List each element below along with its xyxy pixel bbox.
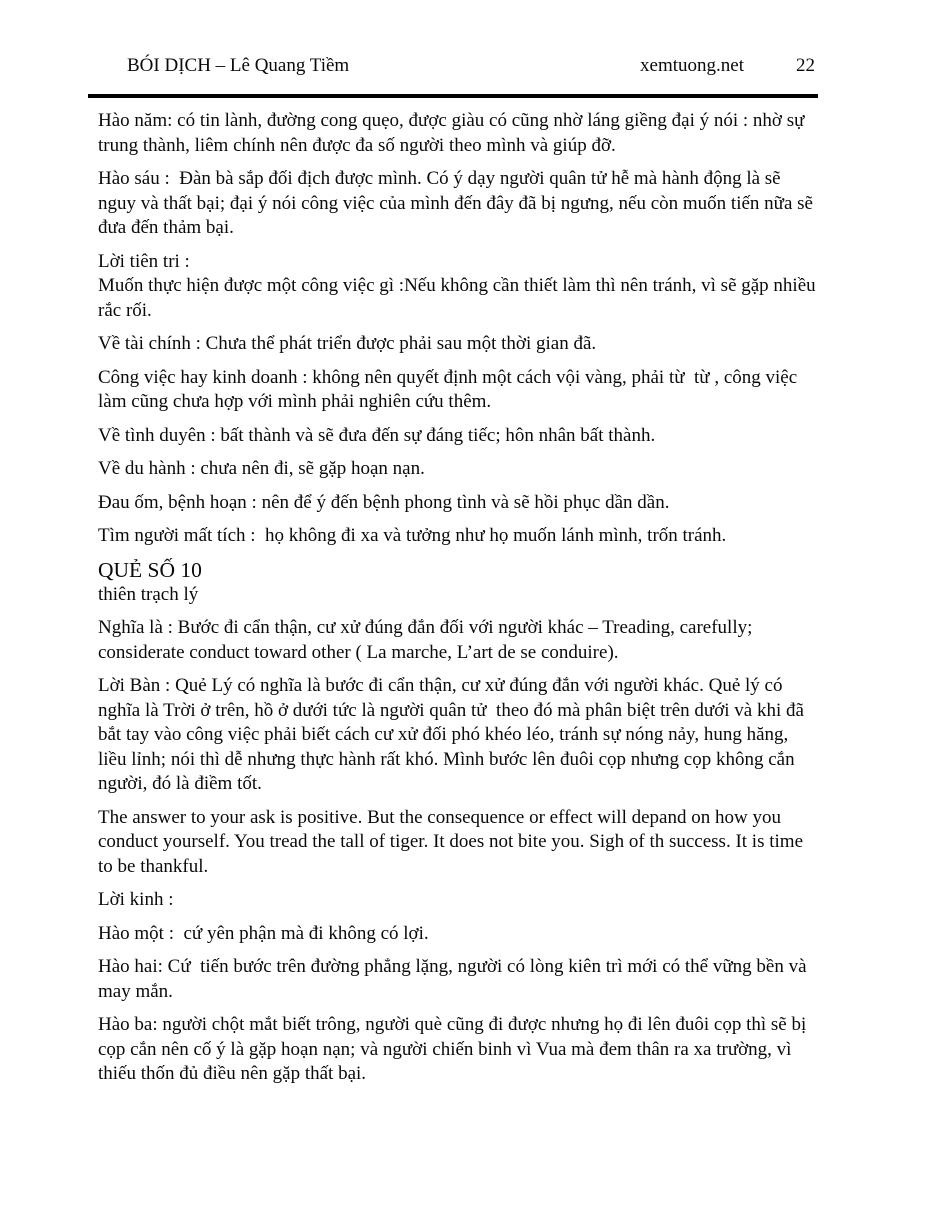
header-rule bbox=[88, 94, 818, 98]
section-subheading: thiên trạch lý bbox=[98, 583, 199, 605]
paragraph-hao-nam: Hào năm: có tin lành, đường cong quẹo, được giàu có cũng nhờ láng giềng đại ý nói : nhờ sự trung thành, liêm chính nên được đa số người theo mình và giúp đỡ. bbox=[98, 110, 810, 156]
paragraph-nghia-la: Nghĩa là : Bước đi cẩn thận, cư xử đúng đắn đối với người khác – Treading, carefully; considerate conduct toward other ( La marche, L’art de se conduire). bbox=[98, 617, 758, 663]
paragraph-loi-ban: Lời Bàn : Quẻ Lý có nghĩa là bước đi cẩn thận, cư xử đúng đắn với người khác. Quẻ lý có nghĩa là Trời ở trên, hồ ở dưới tức là người quân tử theo đó mà phân biệt trên dưới và khi đã bắt tay vào công việc phải biết cách cư xử đối phó khéo léo, tránh sự nóng nảy, hung hăng, liều lỉnh; nói thì dễ nhưng thực hành rất khó. Mình bước lên đuôi cọp nhưng cọp không cắn người, đó là điềm tốt. bbox=[98, 675, 809, 794]
header-page-number: 22 bbox=[796, 55, 815, 76]
paragraph-loi-tien-tri-text: Muốn thực hiện được một công việc gì :Nếu không cần thiết làm thì nên tránh, vì sẽ gặp nhiều rắc rối. bbox=[98, 275, 821, 321]
paragraph-tim-nguoi: Tìm người mất tích : họ không đi xa và tưởng như họ muốn lánh mình, trốn tránh. bbox=[98, 525, 727, 546]
paragraph-hao-mot: Hào một : cứ yên phận mà đi không có lợi. bbox=[98, 922, 429, 944]
paragraph-dau-om: Đau ốm, bệnh hoạn : nên để ý đến bệnh phong tình và sẽ hồi phục dần dần. bbox=[98, 491, 670, 513]
paragraph-hao-hai: Hào hai: Cứ tiến bước trên đường phẳng lặng, người có lòng kiên trì mới có thể vững bền và may mắn. bbox=[98, 956, 812, 1002]
paragraph-loi-kinh-label: Lời kinh : bbox=[98, 889, 174, 910]
document-content bbox=[98, 100, 820, 1096]
page-header bbox=[127, 55, 815, 77]
paragraph-tinh-duyen: Về tình duyên : bất thành và sẽ đưa đến sự đáng tiếc; hôn nhân bất thành. bbox=[98, 424, 656, 446]
section-heading: QUẺ SỐ 10 bbox=[98, 557, 202, 582]
paragraph-hao-ba: Hào ba: người chột mắt biết trông, người què cũng đi được nhưng họ đi lên đuôi cọp thì sẽ bị cọp cắn nên cố ý là gặp hoạn nạn; và người chiến binh vì Vua mà đem thân ra xa trường, vì thiếu thốn đủ điều nên gặp thất bại. bbox=[98, 1014, 812, 1084]
header-title: BÓI DỊCH – Lê Quang Tiềm bbox=[127, 55, 350, 76]
header-site: xemtuong.net bbox=[640, 55, 744, 76]
paragraph-cong-viec: Công việc hay kinh doanh : không nên quyết định một cách vội vàng, phải từ từ , công việc làm cũng chưa hợp với mình phải nghiên cứu thêm. bbox=[98, 366, 802, 412]
paragraph-english: The answer to your ask is positive. But the consequence or effect will depand on how you conduct yourself. You tread the tall of tiger. It does not bite you. Sigh of th success. It is time to be thankful. bbox=[98, 806, 808, 877]
paragraph-loi-tien-tri-label: Lời tiên tri : bbox=[98, 250, 190, 272]
paragraph-hao-sau: Hào sáu : Đàn bà sắp đối địch được mình. Có ý dạy người quân tử hễ mà hành động là sẽ nguy và thất bại; đại ý nói công việc của mình đến đây đã bị ngưng, nếu còn muốn tiến nữa sẽ đưa đến thảm bại. bbox=[98, 168, 818, 238]
paragraph-du-hanh: Về du hành : chưa nên đi, sẽ gặp hoạn nạn. bbox=[98, 458, 425, 479]
paragraph-ve-tai-chinh: Về tài chính : Chưa thể phát triển được phải sau một thời gian đã. bbox=[98, 333, 597, 354]
